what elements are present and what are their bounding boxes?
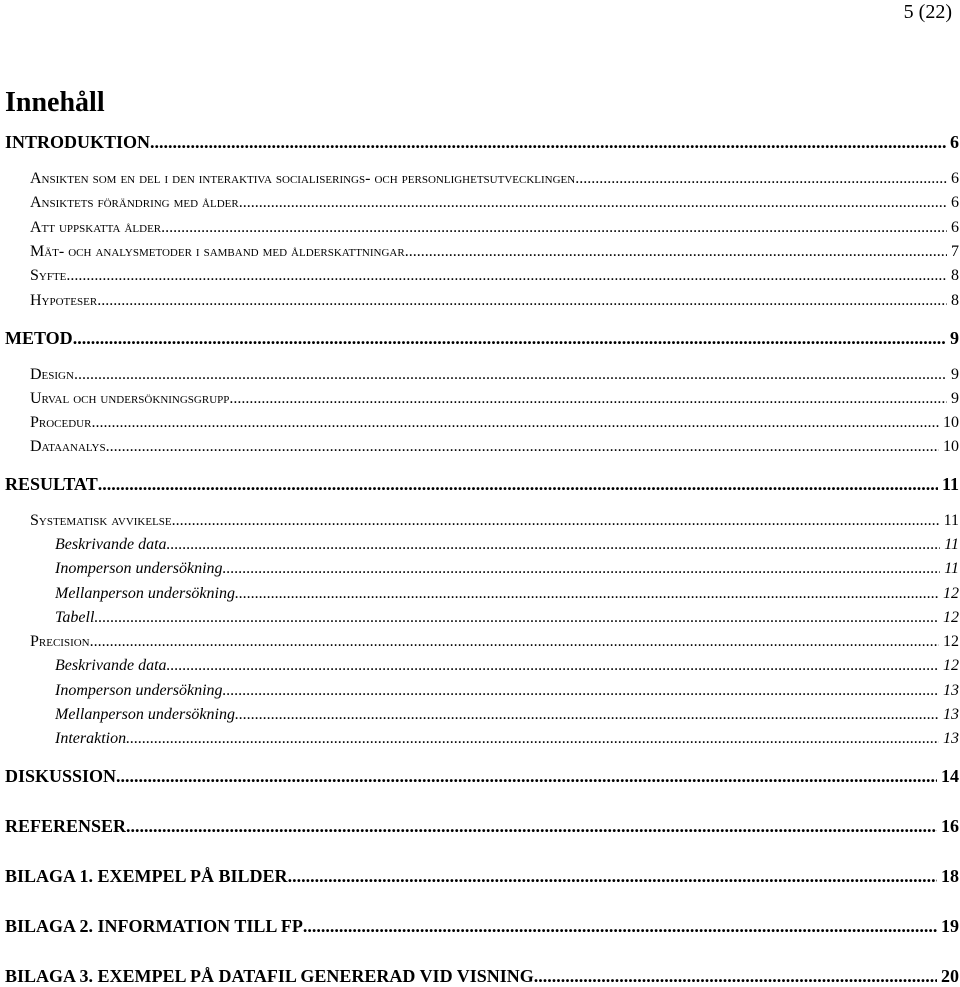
- toc-dot-leader: [405, 242, 947, 262]
- toc-dot-leader: [303, 915, 937, 937]
- toc-entry-title: Urval och undersökningsgrupp: [30, 390, 230, 407]
- toc-entry-page: 9: [951, 366, 959, 383]
- toc-entry-title: Inomperson undersökning: [55, 560, 223, 577]
- toc-dot-leader: [229, 389, 947, 409]
- toc-entry-title: Beskrivande data: [55, 536, 167, 553]
- toc-entry[interactable]: [0, 535, 960, 555]
- toc-entry-page: 6: [951, 194, 959, 211]
- toc-entry[interactable]: [0, 765, 960, 787]
- toc-entry-title: BILAGA 2. INFORMATION TILL FP: [5, 916, 303, 936]
- toc-entry-page: 12: [943, 609, 959, 626]
- toc-dot-leader: [98, 473, 938, 495]
- toc-entry-title: Att uppskatta ålder: [30, 219, 162, 236]
- toc-entry-page: 18: [941, 866, 959, 886]
- toc-dot-leader: [66, 266, 947, 286]
- toc-entry[interactable]: [0, 815, 960, 837]
- toc-entry-title: Syfte: [30, 267, 67, 284]
- toc-entry-title: Procedur: [30, 414, 92, 431]
- toc-entry[interactable]: [0, 389, 960, 409]
- toc-entry[interactable]: [0, 242, 960, 262]
- toc-dot-leader: [167, 535, 941, 555]
- toc-entry-page: 6: [951, 170, 959, 187]
- toc-entry-title: Mellanperson undersökning: [55, 585, 235, 602]
- toc-dot-leader: [94, 608, 939, 628]
- toc-entry-page: 14: [941, 766, 959, 786]
- toc-entry-page: 11: [944, 536, 959, 553]
- toc-dot-leader: [223, 559, 941, 579]
- toc-entry-title: Dataanalys: [30, 438, 106, 455]
- toc-dot-leader: [575, 169, 947, 189]
- toc-entry-page: 11: [943, 512, 959, 529]
- toc-entry-page: 11: [944, 560, 959, 577]
- toc-entry-page: 7: [951, 243, 959, 260]
- toc-entry[interactable]: [0, 559, 960, 579]
- toc-entry[interactable]: [0, 327, 960, 349]
- toc-entry-page: 19: [941, 916, 959, 936]
- toc-entry-page: 8: [951, 292, 959, 309]
- toc-entry[interactable]: [0, 193, 960, 213]
- toc-entry-page: 6: [950, 132, 959, 152]
- toc-entry-title: Precision: [30, 633, 90, 650]
- toc-entry-title: INTRODUKTION: [5, 132, 151, 152]
- toc-entry[interactable]: [0, 915, 960, 937]
- toc-entry[interactable]: [0, 413, 960, 433]
- toc-dot-leader: [235, 705, 939, 725]
- toc-entry[interactable]: [0, 865, 960, 887]
- toc-entry-page: 10: [943, 438, 959, 455]
- toc-dot-leader: [97, 291, 947, 311]
- toc-dot-leader: [235, 584, 939, 604]
- toc-entry-title: Ansiktets förändring med ålder: [30, 194, 239, 211]
- toc-entry[interactable]: [0, 729, 960, 749]
- toc-dot-leader: [172, 511, 940, 531]
- toc-entry-page: 13: [943, 706, 959, 723]
- toc-entry-page: 10: [943, 414, 959, 431]
- toc-entry-title: Mellanperson undersökning: [55, 706, 235, 723]
- toc-entry-title: Mät- och analysmetoder i samband med ålderskattningar: [30, 243, 405, 260]
- toc-entry-page: 12: [943, 585, 959, 602]
- toc-dot-leader: [106, 437, 939, 457]
- toc-dot-leader: [126, 729, 939, 749]
- toc-entry[interactable]: [0, 437, 960, 457]
- toc-entry-page: 13: [943, 730, 959, 747]
- toc-entry[interactable]: [0, 584, 960, 604]
- toc-entry[interactable]: [0, 218, 960, 238]
- toc-entry-title: Design: [30, 366, 74, 383]
- toc-entry-title: Ansikten som en del i den interaktiva socialiserings- och personlighetsutvecklingen: [30, 170, 576, 187]
- page-number: 5 (22): [903, 1, 952, 23]
- toc-entry-title: METOD: [5, 328, 73, 348]
- toc-entry-title: BILAGA 3. EXEMPEL PÅ DATAFIL GENERERAD VID VISNING.: [5, 966, 539, 986]
- toc-entry[interactable]: [0, 131, 960, 153]
- toc-dot-leader: [288, 865, 937, 887]
- toc-entry-title: RESULTAT: [5, 474, 98, 494]
- toc-entry[interactable]: [0, 632, 960, 652]
- toc-dot-leader: [91, 413, 939, 433]
- toc-entry-title: DISKUSSION: [5, 766, 117, 786]
- toc-dot-leader: [150, 131, 946, 153]
- toc-entry-page: 6: [951, 219, 959, 236]
- toc-entry-title: Hypoteser: [30, 292, 98, 309]
- toc-entry[interactable]: [0, 473, 960, 495]
- toc-entry-page: 20: [941, 966, 959, 986]
- toc-dot-leader: [90, 632, 939, 652]
- toc-entry[interactable]: [0, 705, 960, 725]
- toc-entry[interactable]: [0, 266, 960, 286]
- toc-dot-leader: [239, 193, 947, 213]
- toc-entry[interactable]: [0, 291, 960, 311]
- toc-entry[interactable]: [0, 656, 960, 676]
- toc-entry-page: 11: [941, 474, 959, 494]
- toc-entry[interactable]: [0, 681, 960, 701]
- toc-entry-page: 13: [943, 682, 959, 699]
- toc-dot-leader: [74, 365, 947, 385]
- toc-entry-title: Systematisk avvikelse: [30, 512, 172, 529]
- toc-entry-page: 9: [950, 328, 959, 348]
- toc-entry-page: 16: [941, 816, 959, 836]
- toc-entry-page: 12: [943, 657, 959, 674]
- toc-entry[interactable]: [0, 365, 960, 385]
- toc-entry-page: 9: [951, 390, 959, 407]
- toc-dot-leader: [73, 327, 946, 349]
- toc-entry-title: Tabell: [55, 609, 95, 626]
- toc-heading: Innehåll: [5, 87, 105, 118]
- toc-dot-leader: [223, 681, 939, 701]
- toc-entry[interactable]: [0, 511, 960, 531]
- toc-entry-title: Interaktion: [55, 730, 127, 747]
- toc-entry-page: 12: [943, 633, 959, 650]
- toc-dot-leader: [126, 815, 937, 837]
- toc-dot-leader: [167, 656, 939, 676]
- toc-dot-leader: [116, 765, 937, 787]
- toc-entry[interactable]: [0, 608, 960, 628]
- toc-entry-page: 8: [951, 267, 959, 284]
- toc-entry-title: Inomperson undersökning: [55, 682, 223, 699]
- toc-entry-title: REFERENSER: [5, 816, 127, 836]
- toc-dot-leader: [161, 218, 947, 238]
- toc-entry-title: Beskrivande data: [55, 657, 167, 674]
- toc-entry[interactable]: [0, 169, 960, 189]
- toc-entry-title: BILAGA 1. EXEMPEL PÅ BILDER: [5, 866, 288, 886]
